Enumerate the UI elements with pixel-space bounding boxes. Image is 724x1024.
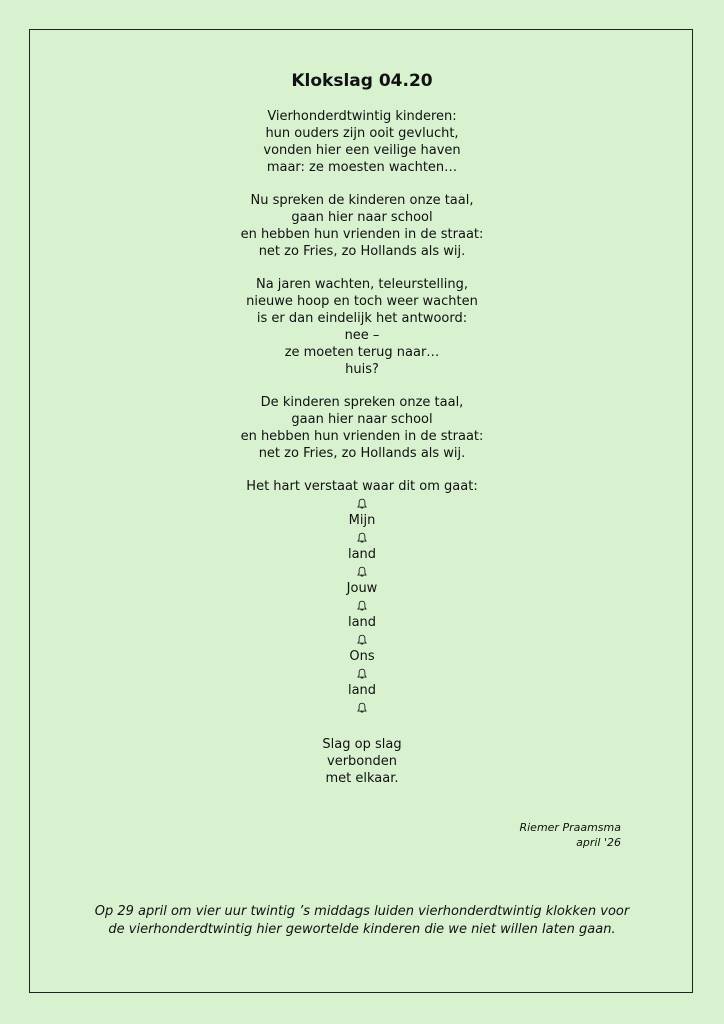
poem-line: Slag op slag [322, 737, 402, 752]
stanza-3 [0, 276, 724, 378]
poem-line: Nu spreken de kinderen onze taal, [250, 193, 474, 208]
closing-stanza [0, 736, 724, 787]
poem-line: en hebben hun vrienden in de straat: [240, 227, 484, 242]
poem-line: huis? [345, 362, 379, 377]
bell-word: land [347, 683, 377, 698]
poem-line: gaan hier naar school [291, 412, 433, 427]
signature-date: april '26 [576, 836, 621, 849]
poem-line: en hebben hun vrienden in de straat: [240, 429, 484, 444]
poem-line: net zo Fries, zo Hollands als wij. [258, 446, 466, 461]
poem-line: is er dan eindelijk het antwoord: [256, 311, 468, 326]
bell-icon [0, 631, 724, 648]
bell-column [0, 478, 724, 716]
poem-line: Na jaren wachten, teleurstelling, [255, 277, 469, 292]
signature [519, 820, 621, 850]
footnote [0, 903, 724, 939]
footnote-line: Op 29 april om vier uur twintig ’s middags luiden vierhonderdtwintig klokken voor [94, 904, 630, 919]
stanza-4 [0, 394, 724, 462]
poem-line: vonden hier een veilige haven [263, 143, 461, 158]
poem-line: met elkaar. [325, 771, 399, 786]
poem-body [0, 108, 724, 787]
bell-word: Ons [349, 649, 375, 664]
poem-line: gaan hier naar school [291, 210, 433, 225]
heart-line: Het hart verstaat waar dit om gaat: [246, 479, 478, 494]
poem-line: net zo Fries, zo Hollands als wij. [258, 244, 466, 259]
poem-line: nee – [344, 328, 380, 343]
bell-word: Mijn [348, 513, 376, 528]
bell-icon [0, 495, 724, 512]
stanza-2 [0, 192, 724, 260]
poem-line: nieuwe hoop en toch weer wachten [246, 294, 478, 309]
poem-line: De kinderen spreken onze taal, [260, 395, 464, 410]
poem-line: hun ouders zijn ooit gevlucht, [265, 126, 459, 141]
bell-word: land [347, 615, 377, 630]
bell-icon [0, 563, 724, 580]
bell-icon [0, 699, 724, 716]
author-name: Riemer Praamsma [519, 821, 621, 834]
poem-line: ze moeten terug naar… [284, 345, 440, 360]
poem-line: maar: ze moesten wachten… [266, 160, 458, 175]
poem-line: verbonden [327, 754, 397, 769]
bell-word: land [347, 547, 377, 562]
bell-icon [0, 529, 724, 546]
bell-icon [0, 597, 724, 614]
footnote-line: de vierhonderdtwintig hier gewortelde kinderen die we niet willen laten gaan. [108, 922, 616, 937]
stanza-1 [0, 108, 724, 176]
poem-title: Klokslag 04.20 [291, 71, 433, 91]
bell-icon [0, 665, 724, 682]
bell-word: Jouw [346, 581, 378, 596]
poem-line: Vierhonderdtwintig kinderen: [267, 109, 457, 124]
